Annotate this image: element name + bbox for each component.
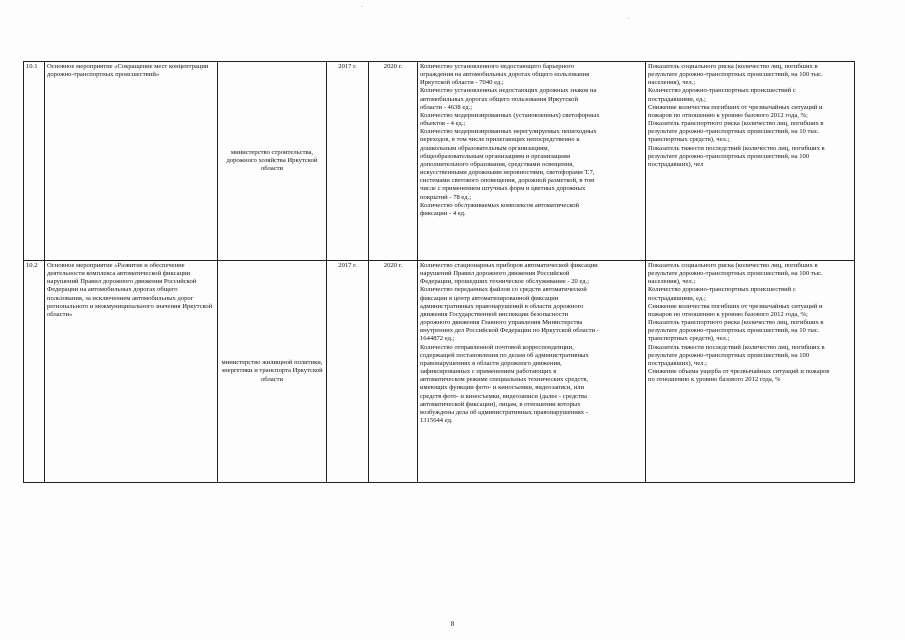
result-line: дошкольным образовательным организациям,	[420, 144, 550, 152]
indicator-line: результате дорожно-транспортных происшествий, на 100 тыс.	[648, 71, 823, 79]
result-line: Количество обслуживаемых комплексов автоматической	[420, 201, 580, 209]
result-line: движения Государственной инспекции безопасности	[420, 310, 569, 318]
indicator-line: Количество дорожно-транспортных происшествий с	[648, 286, 796, 294]
indicator-line: населения), чел.;	[648, 79, 696, 87]
indicator-line: Снижение количества погибших от чрезвычайных ситуаций и	[648, 103, 823, 111]
result-line: административных правонарушений в области дорожного	[420, 302, 584, 310]
target-indicators	[646, 62, 855, 261]
indicator-line: Показатель тяжести последствий (количество лиц, погибших в	[648, 144, 825, 152]
result-line: общеобразовательным организациям и организациям	[420, 152, 571, 160]
result-line: нарушений Правил дорожного движения Российской	[420, 270, 570, 278]
result-line: переходов, в том числе прилегающих непосредственно к	[420, 136, 580, 144]
indicator-line: результате дорожно-транспортных происшествий, на 100	[648, 152, 810, 160]
indicator-line: по отношению к уровню базового 2012 года, %	[648, 376, 781, 384]
result-line: автоматической фиксации), лицам, в отношении которых	[420, 400, 581, 408]
indicator-line: Показатель социального риска (количество лиц, погибших в	[648, 63, 818, 70]
indicator-line: результате дорожно-транспортных происшествий, на 10 тыс.	[648, 327, 820, 335]
result-line: содержащей постановления по делам об административных	[420, 351, 589, 359]
result-line: Количество установленных недостающих дорожных знаков на	[420, 87, 597, 95]
page-number: 8	[450, 620, 455, 628]
table-row	[24, 62, 855, 261]
indicator-line: населения), чел.;	[648, 278, 696, 286]
scan-speck: -	[360, 3, 364, 10]
indicator-line: Показатель социального риска (количество лиц, погибших в	[648, 262, 818, 269]
expected-results	[418, 261, 646, 483]
expected-results	[418, 62, 646, 261]
indicator-line: Показатель тяжести последствий (количество лиц, погибших в	[648, 343, 825, 351]
row-number: 10.1	[24, 62, 45, 261]
indicator-line: результате дорожно-транспортных происшествий, на 100 тыс.	[648, 270, 823, 278]
result-line: дорожного движения Главного управления Министерства	[420, 319, 583, 327]
result-line: Количество модернизированных (установленных) светофорных	[420, 111, 600, 119]
indicator-line: Количество дорожно-транспортных происшествий с	[648, 87, 796, 95]
result-line: фиксации - 4 ед.	[420, 209, 466, 217]
end-year: 2020 г.	[369, 261, 418, 483]
indicator-line: Показатель транспортного риска (количество лиц, погибших в	[648, 120, 824, 128]
responsible-executor: министерство строительства, дорожного хозяйства Иркутской области	[218, 62, 327, 261]
indicator-line: транспортных средств), чел.;	[648, 335, 730, 343]
result-line: средств фото- и киносъемки, видеозаписи (далее - средства	[420, 392, 587, 400]
indicator-line: Показатель транспортного риска (количество лиц, погибших в	[648, 319, 824, 327]
result-line: 1315644 ед.	[420, 416, 453, 424]
indicator-line: результате дорожно-транспортных происшествий, на 10 тыс.	[648, 128, 820, 136]
result-line: фиксации в центр автоматизированной фиксации	[420, 294, 559, 302]
result-line: искусственными дорожными неровностями, светофорами Т.7,	[420, 169, 595, 177]
result-line: системами светового оповещения, дорожной разметкой, в том	[420, 177, 595, 185]
program-events-table	[23, 61, 855, 483]
indicator-line: пожаров по отношению к уровню базового 2012 года, %;	[648, 310, 808, 318]
indicator-line: пострадавших), чел	[648, 160, 704, 168]
result-line: числе с применением штучных форм и цветных дорожных	[420, 185, 586, 193]
scan-speck: .	[627, 14, 631, 21]
row-number: 10.2	[24, 261, 45, 483]
result-line: Количество установленного недостающего барьерного	[420, 63, 575, 70]
end-year: 2020 г.	[369, 62, 418, 261]
result-line: 1644872 ед.;	[420, 335, 455, 343]
indicator-line: пожаров по отношению к уровню базового 2012 года, %;	[648, 111, 808, 119]
result-line: автомобильных дорогах общего пользования Иркутской	[420, 95, 578, 103]
result-line: Количество стационарных приборов автоматической фиксации	[420, 262, 598, 269]
result-line: возбуждены дела об административных правонарушениях -	[420, 408, 588, 416]
result-line: Федерации, прошедших техническое обслуживание - 20 ед.;	[420, 278, 590, 286]
result-line: Иркутской области - 7040 ед.;	[420, 79, 504, 87]
result-line: внутренних дел Российской Федерации по Иркутской области -	[420, 327, 599, 335]
result-line: правонарушениях в области дорожного движения,	[420, 359, 562, 367]
indicator-line: Снижение количества погибших от чрезвычайных ситуаций и	[648, 302, 823, 310]
event-name: Основное мероприятие «Сокращение мест концентрации дорожно-транспортных происшествий»	[45, 62, 218, 261]
event-name: Основное мероприятие «Развитие и обеспечение деятельности комплекса автоматической фиксации нарушений Правил дорожного движения Российской Федерации на автомобильных дорогах общего пользования, за исключением автомобильных дорог регионального и межмуниципального значения Иркутской области»	[45, 261, 218, 483]
result-line: Количество модернизированных нерегулируемых пешеходных	[420, 128, 597, 136]
indicator-line: пострадавшими, ед.;	[648, 294, 706, 302]
result-line: области - 4638 ед.;	[420, 103, 473, 111]
result-line: имеющих функции фото- и киносъемки, видеозаписи, или	[420, 384, 585, 392]
start-year: 2017 г.	[327, 261, 369, 483]
indicator-line: пострадавших), чел.;	[648, 359, 707, 367]
indicator-line: Снижение объема ущерба от чрезвычайных ситуаций и пожаров	[648, 368, 830, 376]
result-line: Количество отправленной почтовой корреспонденции,	[420, 343, 574, 351]
result-line: покрытий - 78 ед.;	[420, 193, 472, 201]
result-line: ограждения на автомобильных дорогах общего пользования	[420, 71, 590, 79]
responsible-executor: министерство жилищной политики, энергетики и транспорта Иркутской области	[218, 261, 327, 483]
result-line: автоматическом режиме специальных технических средств,	[420, 376, 589, 384]
result-line: Количество переданных файлов со средств автоматической	[420, 286, 587, 294]
indicator-line: транспортных средств), чел.;	[648, 136, 730, 144]
result-line: зафиксированных с применением работающих в	[420, 368, 557, 376]
result-line: дополнительного образования, средствами освещения,	[420, 160, 574, 168]
target-indicators	[646, 261, 855, 483]
result-line: объектов - 4 ед.;	[420, 120, 466, 128]
indicator-line: пострадавшими, ед.;	[648, 95, 706, 103]
indicator-line: результате дорожно-транспортных происшествий, на 100	[648, 351, 810, 359]
start-year: 2017 г.	[327, 62, 369, 261]
table-row	[24, 261, 855, 483]
